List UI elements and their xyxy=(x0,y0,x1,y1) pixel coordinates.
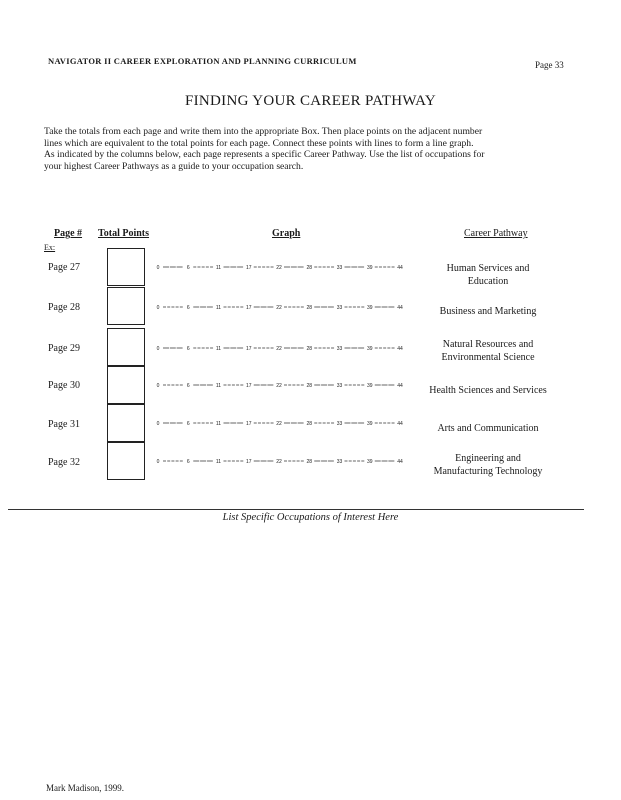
row-page-label: Page 28 xyxy=(48,302,80,313)
scale-tick-label: 33 xyxy=(336,264,343,271)
scale-tick-label: 0 xyxy=(156,420,160,427)
scale-tick-label: 39 xyxy=(366,304,373,311)
number-line xyxy=(157,305,403,311)
number-line xyxy=(157,459,403,465)
column-header-graph: Graph xyxy=(272,228,301,239)
number-line xyxy=(157,421,403,427)
scale-tick-label: 6 xyxy=(186,345,190,352)
career-pathway-line: Natural Resources and xyxy=(442,339,534,350)
instructions-line: lines which are equivalent to the total points for each page. Connect these points with lines to form a line graph. xyxy=(44,137,474,149)
row-page-label: Page 30 xyxy=(48,380,80,391)
scale-tick-label: 33 xyxy=(336,420,343,427)
career-pathway-label xyxy=(412,305,564,318)
career-pathway-label xyxy=(412,384,564,397)
scale-tick-label: 6 xyxy=(186,264,190,271)
scale-tick-label: 22 xyxy=(276,458,282,465)
scale-tick-label: 11 xyxy=(215,420,222,427)
scale-tick-label: 44 xyxy=(397,264,403,271)
scale-tick-label: 6 xyxy=(186,458,190,465)
footer-credit: Mark Madison, 1999. xyxy=(46,783,124,793)
scale-tick-label: 11 xyxy=(215,345,222,352)
row-page-label: Page 27 xyxy=(48,262,80,273)
document-header: NAVIGATOR II CAREER EXPLORATION AND PLANNING CURRICULUM xyxy=(48,56,357,66)
career-pathway-line: Human Services and xyxy=(446,263,530,274)
page-number: Page 33 xyxy=(535,60,564,70)
scale-tick-label: 28 xyxy=(306,345,313,352)
career-pathway-line: Health Sciences and Services xyxy=(429,385,547,396)
scale-tick-label: 11 xyxy=(215,382,222,389)
scale-tick-label: 11 xyxy=(215,264,222,271)
instructions-line: your highest Career Pathways as a guide to your occupation search. xyxy=(44,160,304,172)
career-pathway-line: Education xyxy=(467,276,509,287)
scale-tick-label: 44 xyxy=(397,420,403,427)
career-pathway-line: Environmental Science xyxy=(441,352,535,363)
scale-tick-label: 33 xyxy=(336,345,343,352)
scale-tick-label: 17 xyxy=(245,458,252,465)
scale-tick-label: 22 xyxy=(276,382,282,389)
scale-tick-label: 44 xyxy=(397,382,403,389)
scale-tick-label: 17 xyxy=(245,264,252,271)
scale-tick-label: 0 xyxy=(156,458,160,465)
scale-tick-label: 0 xyxy=(156,304,160,311)
total-points-box[interactable] xyxy=(107,328,145,366)
total-points-box[interactable] xyxy=(107,287,145,325)
scale-tick-label: 28 xyxy=(306,264,313,271)
row-page-label: Page 31 xyxy=(48,419,80,430)
instructions-paragraph xyxy=(44,126,589,172)
scale-tick-label: 17 xyxy=(245,345,252,352)
scale-tick-label: 39 xyxy=(366,382,373,389)
scale-tick-label: 6 xyxy=(186,382,190,389)
number-line xyxy=(157,383,403,389)
scale-tick-label: 22 xyxy=(276,345,282,352)
occupations-list-title: List Specific Occupations of Interest Here xyxy=(222,512,399,523)
scale-tick-label: 22 xyxy=(276,420,282,427)
scale-tick-label: 22 xyxy=(276,304,282,311)
number-line xyxy=(157,265,403,271)
career-pathway-label xyxy=(412,422,564,435)
example-label: Ex: xyxy=(44,243,56,252)
scale-tick-label: 39 xyxy=(366,264,373,271)
scale-tick-label: 28 xyxy=(306,420,313,427)
scale-tick-label: 39 xyxy=(366,345,373,352)
instructions-line: As indicated by the columns below, each page represents a specific Career Pathway. Use the list of occupations for xyxy=(44,149,485,161)
scale-tick-label: 22 xyxy=(276,264,282,271)
career-pathway-label xyxy=(412,338,564,364)
row-page-label: Page 32 xyxy=(48,457,80,468)
row-page-label: Page 29 xyxy=(48,343,80,354)
column-header-page: Page # xyxy=(54,228,83,239)
total-points-box[interactable] xyxy=(107,442,145,480)
number-line xyxy=(157,346,403,352)
career-pathway-label xyxy=(412,262,564,288)
total-points-box[interactable] xyxy=(107,404,145,442)
page-title: FINDING YOUR CAREER PATHWAY xyxy=(184,93,437,109)
scale-tick-label: 33 xyxy=(336,458,343,465)
career-pathway-line: Engineering and xyxy=(455,453,521,464)
scale-tick-label: 39 xyxy=(366,458,373,465)
total-points-box[interactable] xyxy=(107,366,145,404)
scale-tick-label: 6 xyxy=(186,304,190,311)
career-pathway-line: Business and Marketing xyxy=(439,306,537,317)
scale-tick-label: 6 xyxy=(186,420,190,427)
instructions-line: Take the totals from each page and write them into the appropriate Box. Then place points on the adjacent number xyxy=(44,126,483,137)
scale-tick-label: 28 xyxy=(306,304,313,311)
career-pathway-line: Manufacturing Technology xyxy=(433,466,543,477)
number-line-graph xyxy=(150,240,410,480)
scale-tick-label: 11 xyxy=(215,304,222,311)
scale-tick-label: 44 xyxy=(397,304,403,311)
scale-tick-label: 0 xyxy=(156,345,160,352)
scale-tick-label: 11 xyxy=(215,458,222,465)
scale-tick-label: 33 xyxy=(336,304,343,311)
scale-tick-label: 33 xyxy=(336,382,343,389)
column-header-career-pathway: Career Pathway xyxy=(464,228,528,239)
scale-tick-label: 44 xyxy=(397,458,403,465)
scale-tick-label: 17 xyxy=(245,304,252,311)
career-pathway-line: Arts and Communication xyxy=(437,423,539,434)
scale-tick-label: 0 xyxy=(156,382,160,389)
scale-tick-label: 0 xyxy=(156,264,160,271)
scale-tick-label: 17 xyxy=(245,382,252,389)
scale-tick-label: 17 xyxy=(245,420,252,427)
scale-tick-label: 44 xyxy=(397,345,403,352)
scale-tick-label: 28 xyxy=(306,458,313,465)
career-pathway-label xyxy=(412,452,564,478)
scale-tick-label: 28 xyxy=(306,382,313,389)
column-header-total-points: Total Points xyxy=(98,228,150,239)
total-points-box[interactable] xyxy=(107,248,145,286)
scale-tick-label: 39 xyxy=(366,420,373,427)
divider-line xyxy=(8,509,584,510)
